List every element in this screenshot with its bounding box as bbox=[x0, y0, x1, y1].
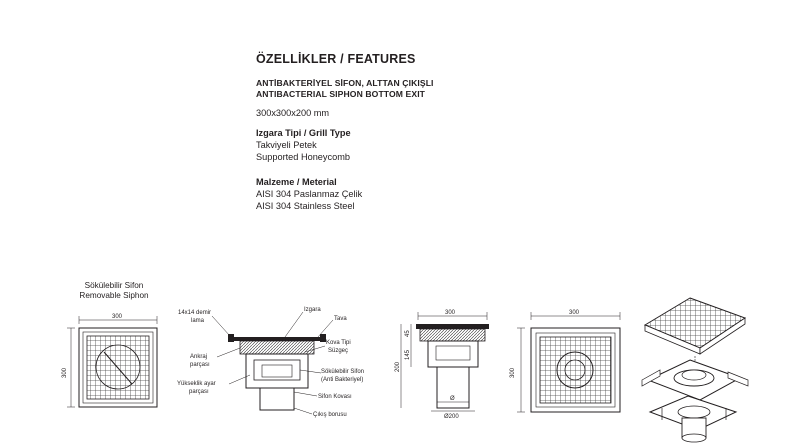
material-value-en: AISI 304 Stainless Steel bbox=[256, 201, 355, 211]
drawing-top-view bbox=[510, 310, 620, 412]
label-siphon-2: (Anti Bakteriyel) bbox=[321, 377, 364, 383]
label-iron-bar: 14x14 demir bbox=[178, 310, 212, 316]
drawing-top-view-siphon bbox=[62, 314, 157, 407]
label-iron-bar-2: lama bbox=[191, 318, 205, 324]
grill-type-label: Izgara Tipi / Grill Type bbox=[256, 128, 351, 138]
label-bucket-filter: Kova Tipi bbox=[326, 340, 351, 346]
label-height-adjust: Yükseklik ayar bbox=[177, 381, 216, 387]
drawing-caption-en: Removable Siphon bbox=[79, 291, 149, 300]
label-grate: Izgara bbox=[304, 307, 321, 313]
features-title: ÖZELLİKLER / FEATURES bbox=[256, 52, 416, 66]
dim-45: 45 bbox=[405, 330, 411, 337]
label-outlet-pipe: Çıkış borusu bbox=[313, 412, 347, 418]
label-siphon-bucket: Sifon Kovası bbox=[318, 394, 352, 400]
label-anchor: Ankraj bbox=[190, 354, 208, 360]
drawing-section-labeled bbox=[177, 307, 364, 418]
label-tray: Tava bbox=[334, 316, 347, 322]
grill-type-value-en: Supported Honeycomb bbox=[256, 152, 350, 162]
label-anchor-2: parçası bbox=[190, 362, 210, 368]
dim-section-300: 300 bbox=[445, 310, 456, 316]
subtitle-turkish: ANTİBAKTERİYEL SİFON, ALTTAN ÇIKIŞLI bbox=[256, 78, 434, 88]
dim-phi-200: Ø200 bbox=[444, 414, 459, 420]
subtitle-english: ANTIBACTERIAL SIPHON BOTTOM EXIT bbox=[256, 89, 426, 99]
drawing-section-dimensioned bbox=[395, 310, 489, 420]
dim-200: 200 bbox=[395, 361, 401, 372]
dim-145: 145 bbox=[405, 349, 411, 360]
label-height-adjust-2: parçası bbox=[189, 389, 209, 395]
product-dimensions: 300x300x200 mm bbox=[256, 108, 330, 118]
material-label: Malzeme / Meterial bbox=[256, 177, 337, 187]
dim-top-view-300: 300 bbox=[569, 310, 580, 316]
dim-top-300: 300 bbox=[112, 314, 123, 320]
material-value-tr: AISI 304 Paslanmaz Çelik bbox=[256, 189, 363, 199]
dim-phi: Ø bbox=[450, 396, 455, 402]
label-bucket-filter-2: Süzgeç bbox=[328, 348, 349, 354]
dim-top-view-side-300: 300 bbox=[510, 367, 516, 378]
drawing-caption-tr: Sökülebilir Sifon bbox=[84, 281, 144, 290]
grill-type-value-tr: Takviyeli Petek bbox=[256, 140, 317, 150]
dim-side-300: 300 bbox=[62, 367, 68, 378]
label-siphon: Sökülebilir Sifon bbox=[321, 369, 365, 375]
drawing-exploded-isometric bbox=[642, 298, 748, 442]
